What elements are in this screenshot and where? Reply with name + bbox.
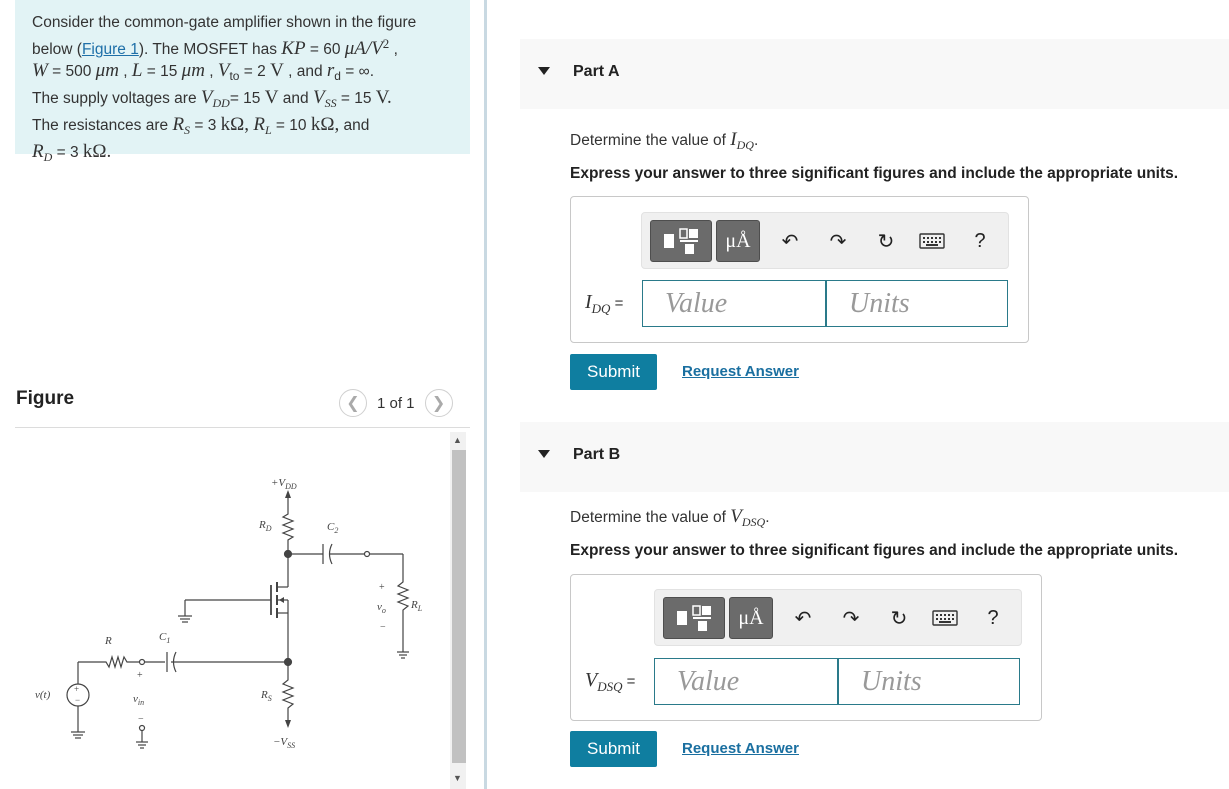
var-symbol: I (730, 129, 737, 150)
figure-title: Figure (16, 388, 75, 409)
l-unit: μm (181, 60, 205, 82)
rs-subscript: S (184, 123, 191, 138)
c1-label: $C_1$ (159, 631, 171, 645)
vto-subscript: to (229, 69, 240, 84)
vdd-label: $+V_{DD}$ (271, 477, 297, 491)
keyboard-icon[interactable] (918, 227, 946, 255)
rs-resistor (283, 662, 293, 720)
vss-subscript: SS (324, 96, 337, 111)
chevron-left-icon[interactable]: ❮ (339, 389, 367, 417)
c2-label: $C_2$ (327, 521, 339, 535)
rs-unit: kΩ, (220, 114, 250, 136)
vt-label: v(t) (35, 689, 51, 701)
scroll-thumb[interactable] (452, 450, 466, 763)
part-b-answer-box (570, 574, 1042, 721)
vdd-symbol: V (200, 87, 213, 109)
part-a-title[interactable]: Part A (573, 63, 620, 80)
part-b-instruction: Express your answer to three significant figures and include the appropriate units. (570, 542, 1179, 559)
part-b-title[interactable]: Part B (573, 446, 621, 463)
part-a-answer-box (570, 196, 1029, 343)
prompt-text: Determine the value of (570, 509, 731, 526)
rl-unit: kΩ, (310, 114, 340, 136)
label-symbol: I (585, 291, 592, 313)
vto-unit: V (270, 60, 284, 82)
scroll-up-icon[interactable]: ▲ (453, 435, 462, 445)
problem-text: The supply voltages are (32, 90, 201, 108)
part-a-header[interactable] (520, 39, 1229, 109)
problem-text: ). The MOSFET has (138, 41, 282, 59)
vo-plus: + (379, 582, 385, 593)
redo-icon[interactable]: ↷ (842, 607, 860, 630)
label-subscript: DQ (591, 300, 611, 316)
vdsq-label (585, 669, 635, 695)
vdd-value: = 15 (229, 90, 265, 108)
rl-subscript: L (264, 123, 272, 138)
vo-minus: − (380, 622, 386, 633)
vo-terminal (365, 552, 370, 557)
problem-text: Consider the common-gate amplifier shown in the figure below ( (32, 14, 417, 59)
redo-icon[interactable]: ↷ (829, 230, 847, 253)
math-toolbar (641, 212, 1009, 269)
r-label: R (105, 635, 112, 647)
part-a-prompt (570, 129, 758, 153)
prompt-end: . (753, 132, 759, 149)
idq-value-input[interactable]: Value (642, 280, 826, 327)
prompt-text: Determine the value of (570, 132, 731, 149)
problem-text: and (278, 90, 313, 108)
reset-icon[interactable]: ↻ (890, 607, 908, 630)
rl-label: $R_L$ (411, 599, 423, 613)
vin-terminal (140, 660, 145, 665)
label-eq: = (622, 673, 636, 690)
vdsq-units-input[interactable]: Units (838, 658, 1020, 705)
figure-link[interactable]: Figure 1 (81, 41, 139, 59)
vdd-arrow (285, 490, 291, 498)
rl-value: = 10 (271, 117, 311, 135)
rs-value: = 3 (190, 117, 221, 135)
part-b-header[interactable] (520, 422, 1229, 492)
vdsq-value-input[interactable]: Value (654, 658, 838, 705)
circuit-diagram (15, 430, 450, 789)
rl-symbol: R (253, 114, 265, 136)
kp-value: = 60 (305, 41, 345, 59)
w-unit: μm (95, 60, 119, 82)
vdd-unit: V (264, 87, 279, 109)
idq-units-input[interactable]: Units (826, 280, 1008, 327)
vin-label: $v_{in}$ (133, 693, 145, 707)
undo-icon[interactable]: ↶ (781, 230, 799, 253)
vss-symbol: V (312, 87, 325, 109)
vss-unit: V. (375, 87, 392, 109)
l-symbol: L (131, 60, 143, 82)
scroll-down-icon[interactable]: ▼ (453, 773, 462, 783)
undo-icon[interactable]: ↶ (794, 607, 812, 630)
left-pane (0, 0, 484, 789)
reset-icon[interactable]: ↻ (877, 230, 895, 253)
caret-down-icon[interactable] (538, 67, 550, 75)
label-subscript: DSQ (597, 678, 623, 694)
prompt-end: . (765, 509, 770, 526)
w-symbol: W (32, 60, 48, 82)
w-value: = 500 (47, 63, 96, 81)
rd-label: $R_D$ (259, 519, 272, 533)
part-a-instruction: Express your answer to three significant figures and include the appropriate units. (570, 165, 1179, 182)
vin-minus: − (138, 714, 144, 725)
label-eq: = (610, 295, 624, 312)
rd-value: = ∞. (340, 63, 375, 81)
figure-divider (15, 427, 470, 428)
var-subscript: DSQ (741, 515, 766, 530)
help-icon[interactable]: ? (974, 229, 986, 252)
pane-divider[interactable] (484, 0, 487, 789)
kp-exponent: 2 (382, 36, 390, 51)
vto-symbol: V (217, 60, 230, 82)
vss-arrow (285, 720, 291, 728)
units-button[interactable]: μÅ (729, 597, 773, 639)
source-plus: + (74, 684, 80, 694)
part-a-request-answer-link[interactable]: Request Answer (682, 363, 799, 380)
rd-resistor (283, 508, 293, 554)
vin-plus: + (137, 670, 143, 681)
templates-icon[interactable] (663, 597, 725, 639)
templates-icon[interactable] (650, 220, 712, 262)
rdres-symbol: R (32, 141, 44, 163)
rdres-subscript: D (43, 150, 53, 165)
vto-value: = 2 (239, 63, 271, 81)
kp-symbol: KP (281, 38, 306, 60)
figure-scrollbar[interactable] (450, 432, 466, 789)
caret-down-icon[interactable] (538, 450, 550, 458)
source-minus: − (75, 695, 81, 705)
keyboard-icon[interactable] (931, 604, 959, 632)
rs-symbol: R (172, 114, 185, 136)
rdres-unit: kΩ. (82, 141, 112, 163)
l-value: = 15 (142, 63, 182, 81)
rd-symbol: r (326, 60, 335, 82)
var-subscript: DQ (736, 138, 754, 153)
drain-node (285, 551, 292, 558)
part-b-submit-button[interactable]: Submit (570, 731, 657, 767)
problem-text: The resistances are (32, 117, 173, 135)
chevron-right-icon[interactable]: ❯ (425, 389, 453, 417)
figure-counter: 1 of 1 (377, 394, 415, 412)
math-toolbar (654, 589, 1022, 646)
rl-resistor (398, 554, 408, 652)
part-a-submit-button[interactable]: Submit (570, 354, 657, 390)
vdd-subscript: DD (212, 96, 230, 111)
help-icon[interactable]: ? (987, 606, 999, 629)
label-symbol: V (585, 669, 598, 691)
vss-label: $-V_{SS}$ (273, 736, 296, 750)
r-resistor (78, 657, 139, 667)
var-symbol: V (730, 506, 742, 527)
vo-label: $v_o$ (377, 601, 386, 615)
figure-nav (339, 388, 453, 418)
problem-text: and (339, 117, 370, 135)
problem-statement: Consider the common-gate amplifier shown in the figure below (Figure 1). The MOSFET has KP = 60 $\mu A/V^2$ , W = 500 μm , L = 15 μm , $V_{to} = 2$ V , and $r_d$ = ∞. The supply voltages are $V_{DD}= 15$ V and $V_{SS} = 15$ V. The resistances are $R_S = 3$ kΩ, $R_L = 10$ kΩ, and $R_D = 3$ kΩ. (15, 0, 470, 154)
rs-label: $R_S$ (261, 689, 272, 703)
idq-label (585, 291, 623, 317)
rd-subscript: d (334, 69, 341, 84)
part-b-request-answer-link[interactable]: Request Answer (682, 740, 799, 757)
rdres-value: = 3 (52, 144, 83, 162)
units-button[interactable]: μÅ (716, 220, 760, 262)
vss-value: = 15 (336, 90, 376, 108)
kp-unit: μA/V (344, 38, 383, 60)
part-b-prompt (570, 506, 770, 530)
circuit-figure (15, 430, 450, 789)
